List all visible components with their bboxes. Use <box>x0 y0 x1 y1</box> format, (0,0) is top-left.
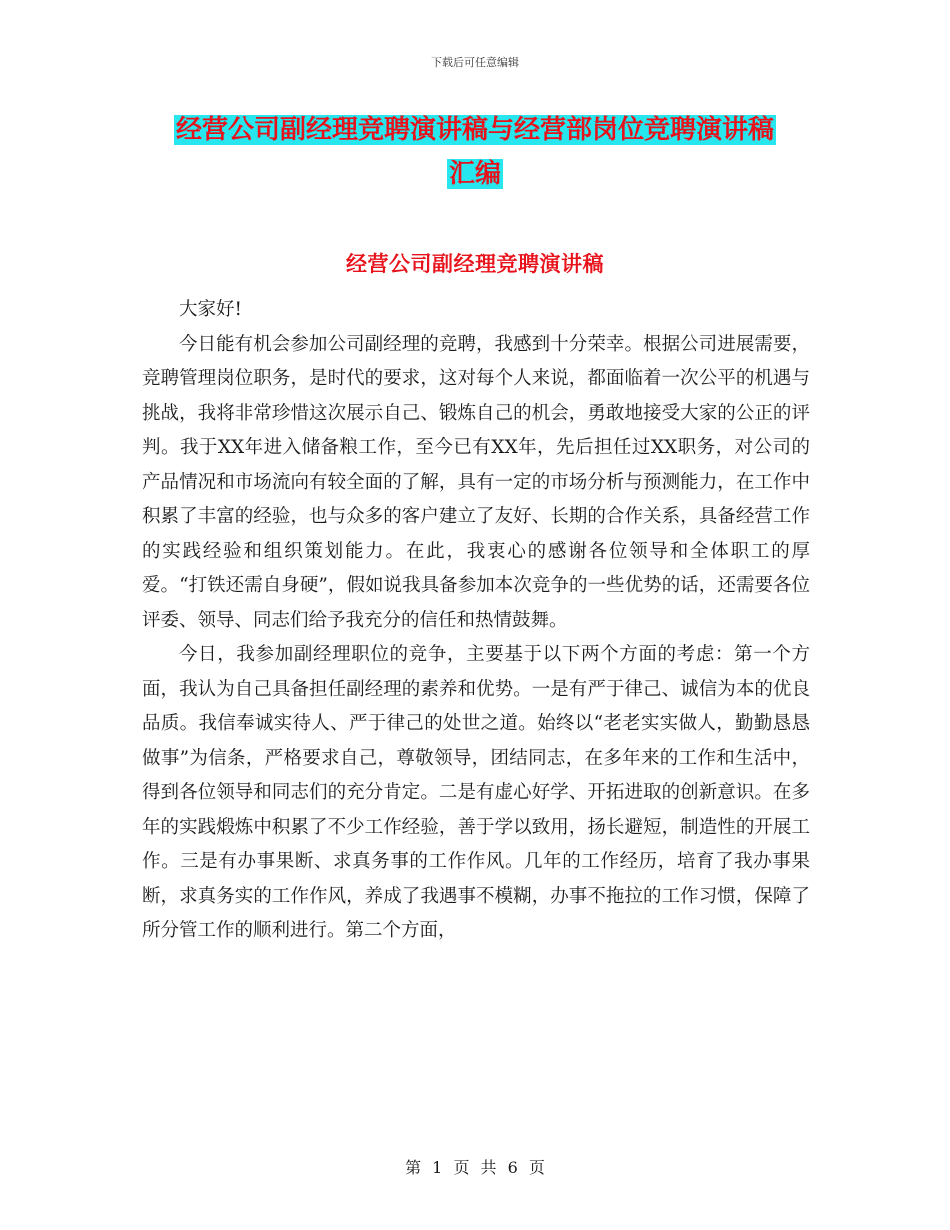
paragraph-greeting: 大家好! <box>179 299 242 320</box>
paragraph: 今日，我参加副经理职位的竞争，主要基于以下两个方面的考虑：第一个方面，我认为自己具备担任副经理的素养和优势。一是有严于律己、诚信为本的优良品质。我信奉诚实待人、严于律己的处世之道。始终以“老老实实做人，勤勤恳恳做事”为信条，严格要求自己，尊敬领导，团结同志，在多年来的工作和生活中，得到各位领导和同志们的充分肯定。二是有虚心好学、开拓进取的创新意识。在多年的实践煅炼中积累了不少工作经验，善于学以致用，扬长避短，制造性的开展工作。三是有办事果断、求真务事的工作作风。几年的工作经历，培育了我办事果断，求真务实的工作作风，养成了我遇事不模糊，办事不拖拉的工作习惯，保障了所分管工作的顺利进行。第二个方面， <box>142 644 810 941</box>
page-number-footer: 第 1 页 共 6 页 <box>405 1158 545 1177</box>
document-title <box>140 108 810 196</box>
section-title: 经营公司副经理竞聘演讲稿 <box>346 252 604 276</box>
document-title-line-2: 汇编 <box>448 159 501 189</box>
page-header-note: 下载后可任意编辑 <box>431 56 519 69</box>
document-title-line-1: 经营公司副经理竞聘演讲稿与经营部岗位竞聘演讲稿 <box>175 115 774 145</box>
paragraph: 今日能有机会参加公司副经理的竞聘，我感到十分荣幸。根据公司进展需要，竞聘管理岗位职务，是时代的要求，这对每个人来说，都面临着一次公平的机遇与挑战，我将非常珍惜这次展示自己、锻炼自己的机会，勇敢地接受大家的公正的评判。我于XX年进入储备粮工作，至今已有XX年，先后担任过XX职务，对公司的产品情况和市场流向有较全面的了解，具有一定的市场分析与预测能力，在工作中积累了丰富的经验，也与众多的客户建立了友好、长期的合作关系，具备经营工作的实践经验和组织策划能力。在此，我衷心的感谢各位领导和全体职工的厚爱。“打铁还需自身硬”，假如说我具备参加本次竞争的一些优势的话，还需要各位评委、领导、同志们给予我充分的信任和热情鼓舞。 <box>142 333 810 631</box>
document-body <box>142 293 810 949</box>
